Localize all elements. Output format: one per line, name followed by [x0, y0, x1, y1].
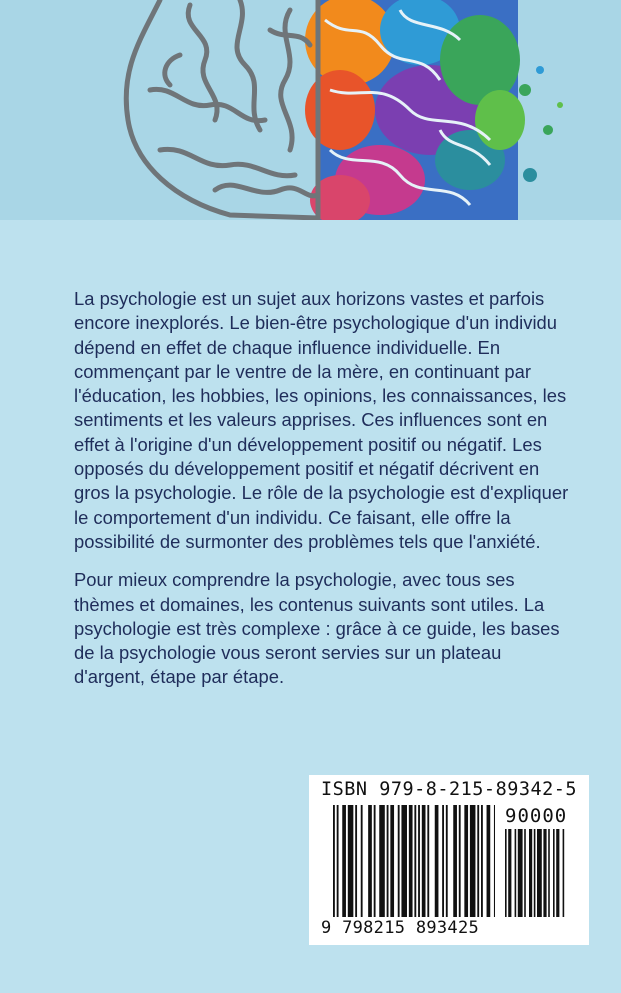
barcode-bar [464, 805, 468, 917]
barcode-bar [342, 805, 346, 917]
barcode-bar [355, 805, 357, 917]
price-code: 90000 [505, 805, 568, 827]
barcode-bar [548, 829, 550, 917]
barcode-bar [487, 805, 491, 917]
barcode-bar [563, 829, 565, 917]
barcode-bar [390, 805, 394, 917]
barcode-bar [374, 805, 376, 917]
barcode-bar [427, 805, 429, 917]
isbn-label: ISBN 979-8-215-89342-5 [321, 779, 578, 800]
barcode-bar [534, 829, 536, 917]
brain-illustration [0, 0, 621, 220]
isbn-barcode [309, 775, 589, 945]
barcode-bar [505, 829, 507, 917]
sketch-brain-half [126, 0, 318, 220]
barcode-bar [518, 829, 523, 917]
barcode-bar [446, 805, 448, 917]
barcode-bar [361, 805, 363, 917]
barcode-bar [515, 829, 517, 917]
ean-barcode-bars [333, 805, 495, 917]
barcode-bar [401, 805, 407, 917]
barcode-bar [459, 805, 461, 917]
barcode-bar [387, 805, 389, 917]
barcode-bar [414, 805, 416, 917]
barcode-bar [508, 829, 511, 917]
barcode-bar [379, 805, 385, 917]
barcode-bar [529, 829, 532, 917]
barcode-digits: 9 798215 893425 [321, 918, 480, 938]
barcode-bar [409, 805, 413, 917]
colorful-brain-half [305, 0, 563, 220]
barcode-bar [494, 805, 495, 917]
barcode-bar [337, 805, 339, 917]
barcode-bar [422, 805, 426, 917]
barcode-bar [348, 805, 354, 917]
back-cover-blurb [74, 287, 574, 704]
barcode-bar [398, 805, 400, 917]
barcode-bar [453, 805, 457, 917]
blurb-paragraph-2: Pour mieux comprendre la psychologie, avec tous ses thèmes et domaines, les contenus suivants sont utiles. La psychologie est très complexe : grâce à ce guide, les bases de la psychologie vous seront servies sur un plateau d'argent, étape par étape. [74, 569, 560, 688]
blurb-paragraph-1: La psychologie est un sujet aux horizons vastes et parfois encore inexplorés. Le bien-être psychologique d'un individu dépend en effet de chaque influence individuelle. En commençant par le ventre de la mère, en continuant par l'éducation, les hobbies, les opinions, les connaissances, les sentiments et les valeurs apprises. Ces influences sont en effet à l'origine d'un développement positif ou négatif. Les opposés du développement positif et négatif décrivent en gros la psychologie. Le rôle de la psychologie est d'expliquer le comportement d'un individu. Ce faisant, elle offre la possibilité de surmonter des problèmes tels que l'anxiété. [74, 288, 569, 552]
barcode-bar [553, 829, 555, 917]
barcode-bar [537, 829, 542, 917]
barcode-bar [470, 805, 476, 917]
barcode-bar [556, 829, 559, 917]
barcode-bar [442, 805, 444, 917]
addon-barcode-bars [505, 829, 569, 917]
barcode-bar [524, 829, 526, 917]
barcode-bar [477, 805, 479, 917]
barcode-bar [435, 805, 439, 917]
barcode-bar [333, 805, 335, 917]
barcode-bar [543, 829, 546, 917]
barcode-bar [368, 805, 372, 917]
barcode-bar [481, 805, 483, 917]
barcode-bar [418, 805, 420, 917]
